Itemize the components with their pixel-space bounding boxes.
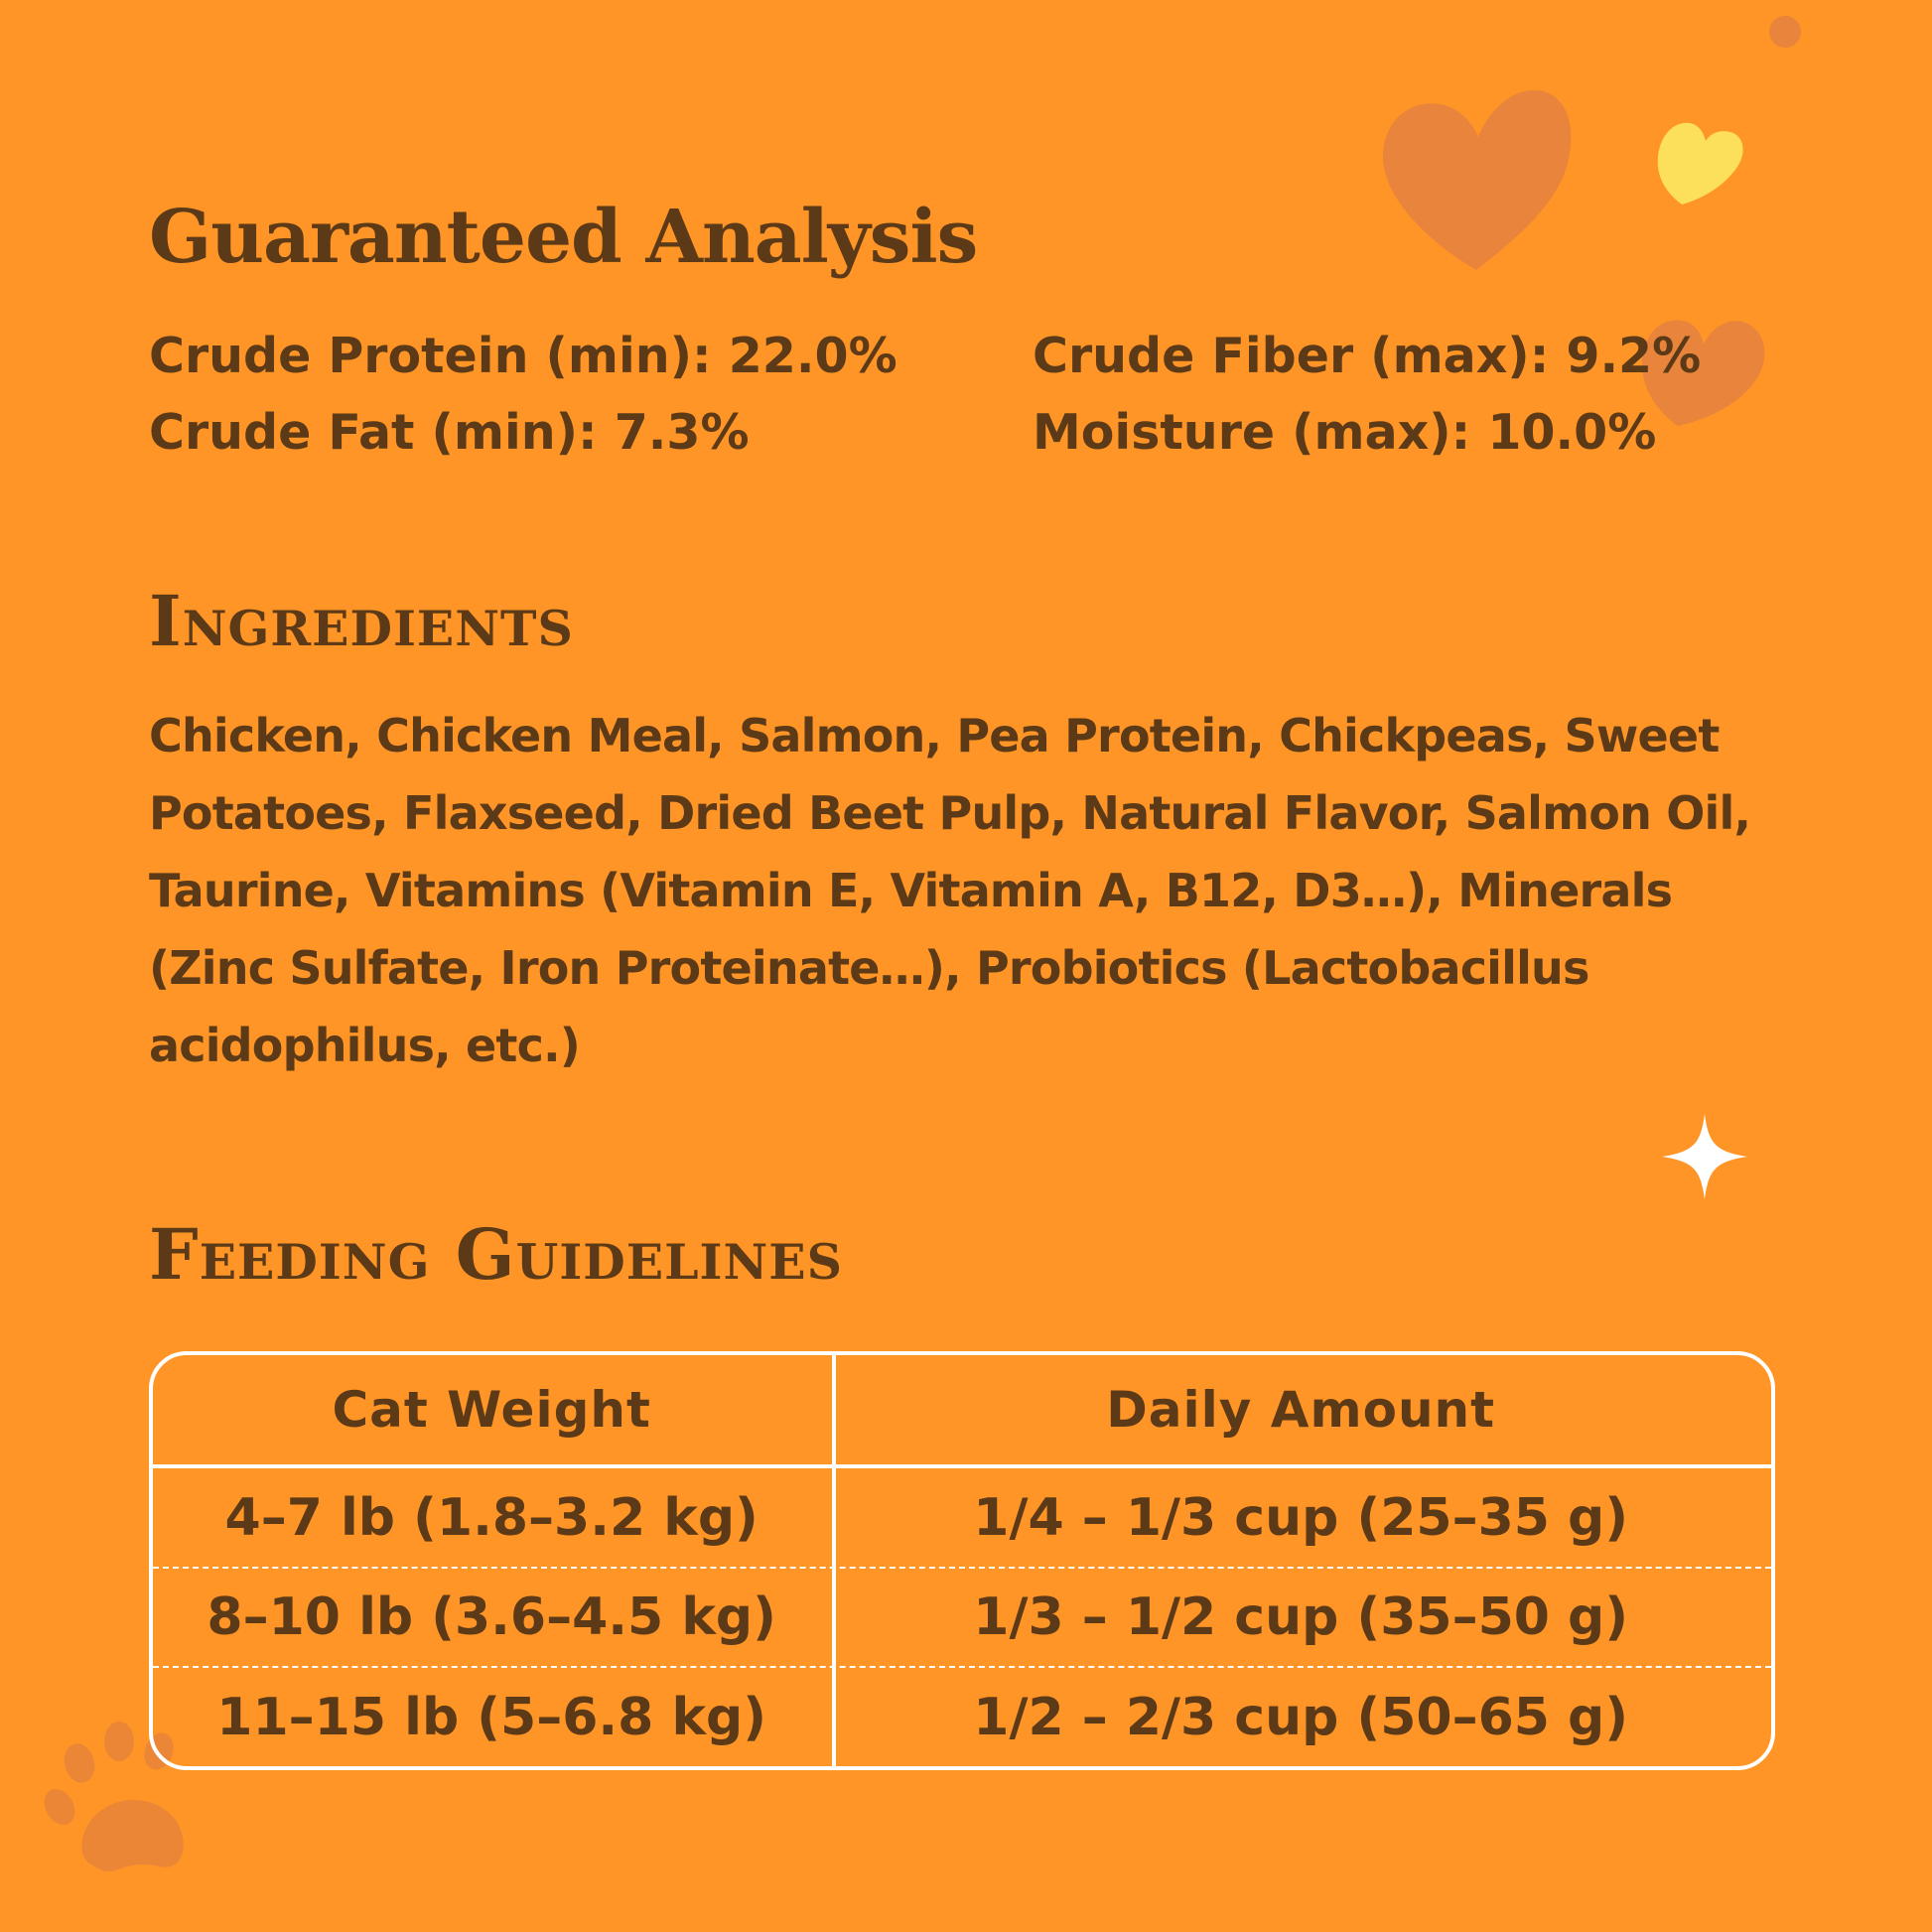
ingredients-title: Ingredients [149,580,574,662]
feeding-guidelines-title: Feeding Guidelines [149,1213,843,1296]
table-row [153,1668,1771,1766]
dot-icon [1767,14,1803,50]
table-row [153,1468,1771,1567]
daily-amount-cell: 1/3 – 1/2 cup (35–50 g) [973,1587,1629,1647]
cat-weight-cell: 4–7 lb (1.8–3.2 kg) [224,1487,759,1548]
header-daily-amount: Daily Amount [1106,1381,1496,1439]
guaranteed-analysis-title: Guaranteed Analysis [149,195,978,280]
table-header-row [153,1355,1771,1464]
table-row [153,1569,1771,1666]
crude-fat-value: Crude Fat (min): 7.3% [149,404,750,461]
ingredients-list: Chicken, Chicken Meal, Salmon, Pea Protein, Chickpeas, Sweet Potatoes, Flaxseed, Dried Beet Pulp, Natural Flavor, Salmon Oil, Taurine, Vitamins (Vitamin E, Vitamin A, B12, D3…), Minerals (Zinc Sulfate, Iron Proteinate…), Probiotics (Lactobacillus acidophilus, etc.) [149,709,1751,1072]
crude-protein-value: Crude Protein (min): 22.0% [149,328,897,384]
cat-weight-cell: 11–15 lb (5–6.8 kg) [216,1687,767,1747]
daily-amount-cell: 1/2 – 2/3 cup (50–65 g) [973,1687,1629,1747]
feeding-table [149,1351,1775,1770]
moisture-value: Moisture (max): 10.0% [1033,404,1657,461]
sparkle-icon [1660,1112,1749,1201]
daily-amount-cell: 1/4 – 1/3 cup (25–35 g) [973,1487,1629,1548]
column-divider [832,1355,836,1766]
header-cat-weight: Cat Weight [332,1381,651,1439]
crude-fiber-value: Crude Fiber (max): 9.2% [1033,328,1702,384]
heart-icon [1375,79,1574,278]
heart-icon [1654,119,1747,210]
cat-weight-cell: 8–10 lb (3.6–4.5 kg) [207,1587,776,1647]
